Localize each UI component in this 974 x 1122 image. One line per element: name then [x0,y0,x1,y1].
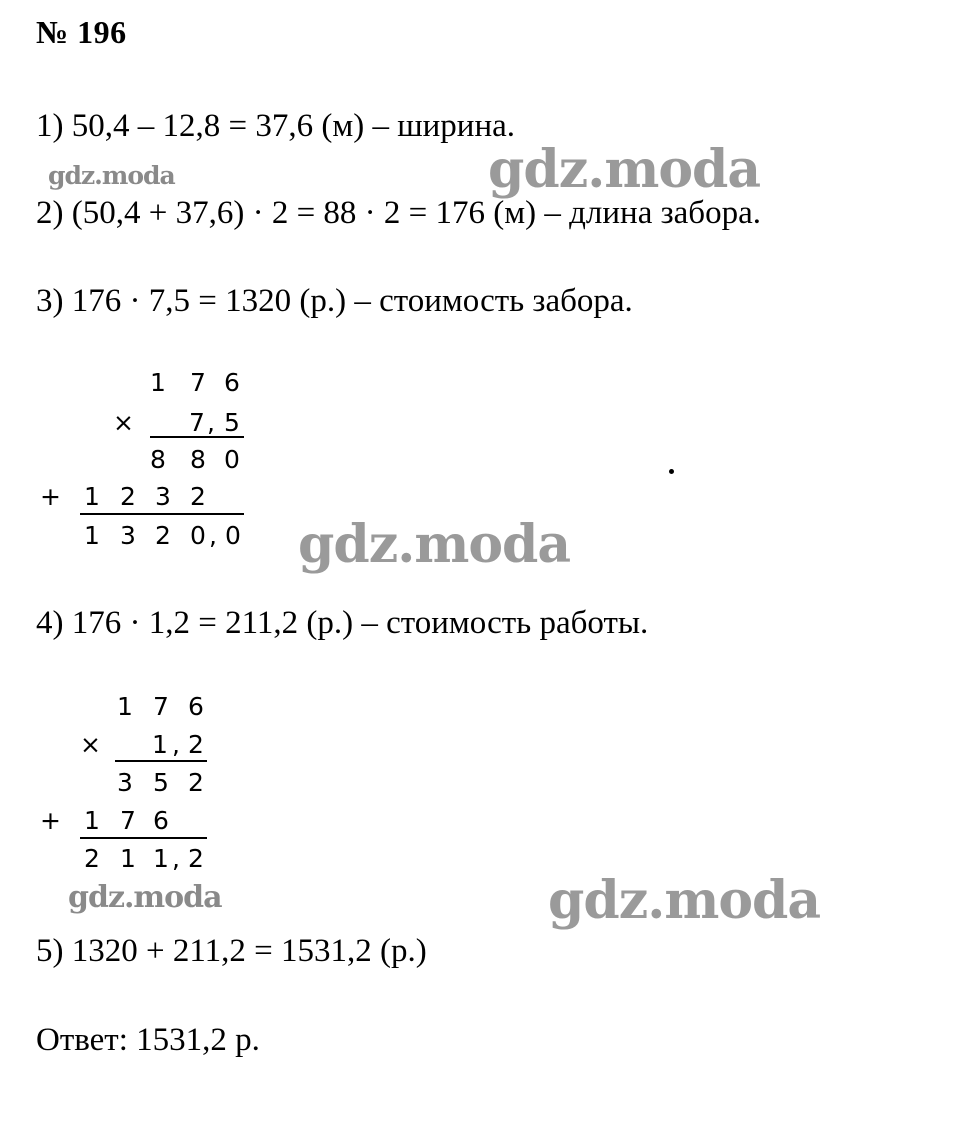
digit: , [172,844,180,873]
digit: 3 [117,768,133,797]
digit: 0 [190,521,206,550]
watermark: gdz.moda [488,139,761,200]
digit: , [172,730,180,759]
underline [115,760,207,762]
digit: 2 [120,482,136,511]
watermark: gdz.moda [48,161,175,190]
digit: 0 [225,521,241,550]
digit: 1 [150,368,166,397]
digit: 5 [153,768,169,797]
digit: 8 [190,445,206,474]
digit: , [207,408,215,437]
digit: 2 [190,482,206,511]
digit: 3 [155,482,171,511]
plus-sign: + [40,482,61,511]
digit: 3 [120,521,136,550]
digit: 0 [224,445,240,474]
digit: 1 [153,844,169,873]
watermark: gdz.moda [548,870,821,931]
digit: 8 [150,445,166,474]
digit: 2 [188,768,204,797]
underline [80,837,207,839]
multiply-sign: × [113,408,134,437]
watermark: gdz.moda [298,514,571,575]
digit: , [209,521,217,550]
digit: 5 [224,408,240,437]
step-1: 1) 50,4 – 12,8 = 37,6 (м) – ширина. [36,108,515,144]
digit: 6 [224,368,240,397]
digit: 1 [84,482,100,511]
step-5: 5) 1320 + 211,2 = 1531,2 (р.) [36,933,427,969]
answer: Ответ: 1531,2 р. [36,1022,260,1058]
digit: 1 [84,806,100,835]
plus-sign: + [40,806,61,835]
digit: 7 [153,692,169,721]
digit: 1 [152,730,168,759]
step-4: 4) 176 · 1,2 = 211,2 (р.) – стоимость работы. [36,605,649,641]
digit: 1 [117,692,133,721]
step-2: 2) (50,4 + 37,6) · 2 = 88 · 2 = 176 (м) – длина забора. [36,195,761,231]
digit: 2 [188,844,204,873]
digit: 7 [189,408,205,437]
digit: 2 [188,730,204,759]
digit: 7 [190,368,206,397]
digit: 1 [84,521,100,550]
digit: 2 [84,844,100,873]
digit: 2 [155,521,171,550]
problem-number: № 196 [36,14,127,50]
multiply-sign: × [80,730,101,759]
digit: 1 [120,844,136,873]
watermark: gdz.moda [68,880,222,915]
digit: 6 [188,692,204,721]
digit: 7 [120,806,136,835]
step-3: 3) 176 · 7,5 = 1320 (р.) – стоимость забора. [36,283,633,319]
digit: 6 [153,806,169,835]
